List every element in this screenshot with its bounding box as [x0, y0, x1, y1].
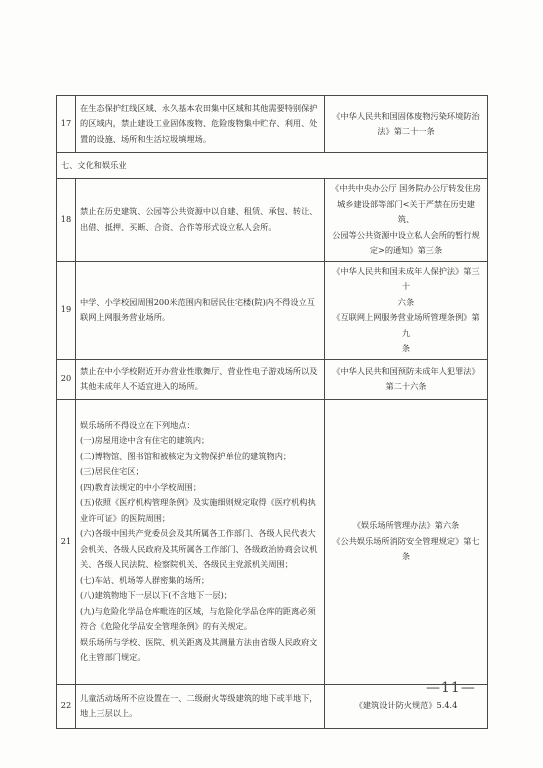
- prohibition-content: [76, 684, 325, 728]
- content-line: (九)与危险化学品仓库毗连的区域，与危险化学品仓库的距离必须: [80, 605, 316, 616]
- basis-line: 《公共娱乐场所消防安全管理规定》第七条: [332, 535, 480, 562]
- basis-line: 《中共中央办公厅 国务院办公厅转发住房: [331, 183, 481, 193]
- basis-line: 《娱乐场所管理办法》第六条: [352, 520, 460, 531]
- prohibition-content: [76, 261, 325, 359]
- content-line: (二)博物馆、图书馆和被核定为文物保护单位的建筑物内；: [80, 450, 292, 461]
- basis-line: 定>的通知》第三条: [369, 245, 443, 255]
- content-line: 符合《危险化学品安全管理条例》的有关规定。: [80, 621, 252, 631]
- basis-line: 《中华人民共和国预防未成年人犯罪法》: [332, 365, 480, 376]
- row-number: 18: [57, 179, 76, 262]
- section-heading: 七、文化和娱乐业: [57, 153, 488, 179]
- content-line: 中学、小学校园周围200米范围内和居民住宅楼(院)内不得设立互: [80, 296, 315, 307]
- content-line: 置的设施、场所和生活垃圾填埋场。: [80, 133, 212, 144]
- content-line: 地上三层以上。: [80, 708, 138, 718]
- content-line: 业许可证》的医院周围；: [80, 512, 171, 523]
- content-line: 在生态保护红线区域、永久基本农田集中区域和其他需要特别保护: [80, 102, 318, 113]
- row-number: 21: [57, 399, 76, 684]
- content-line: (一)房屋用途中含有住宅的建筑内；: [80, 435, 210, 445]
- basis-line: 六条: [397, 296, 415, 307]
- content-line: 的区域内，禁止建设工业固体废物、危险废物集中贮存、利用、处: [80, 118, 318, 129]
- content-line: (四)教育法规定的中小学校周围；: [80, 481, 202, 492]
- page-number: —11—: [426, 680, 476, 696]
- row-number: 22: [57, 684, 76, 728]
- content-line: 娱乐场所不得设立在下列地点：: [80, 419, 195, 430]
- row-number: 20: [57, 359, 76, 399]
- table-row: [57, 96, 488, 153]
- basis-line: 《建筑设计防火规范》5.4.4: [354, 700, 458, 711]
- row-number: 17: [57, 96, 76, 153]
- content-line: 联网上网服务营业场所。: [80, 312, 171, 322]
- basis-line: 城乡建设部等部门<关于严禁在历史建筑、: [337, 198, 475, 224]
- content-line: (八)建筑物地下一层以下(不含地下一层)；: [80, 590, 232, 600]
- content-line: 禁止在历史建筑、公园等公共资源中以自建、租赁、承包、转让、: [80, 206, 318, 217]
- table-row: [57, 684, 488, 728]
- row-number: 19: [57, 261, 76, 359]
- basis-line: 《中华人民共和国未成年人保护法》第三十: [332, 265, 480, 291]
- content-line: 会机关、各级人民政府及其所属各工作部门、各级政治协商会议机: [80, 543, 318, 554]
- content-line: (三)居民住宅区；: [80, 466, 144, 476]
- basis-line: 法》第二十一条: [377, 126, 435, 136]
- content-line: (五)依照《医疗机构管理条例》及实施细则规定取得《医疗机构执: [80, 497, 316, 507]
- basis-line: 《中华人民共和国固体废物污染环境防治: [332, 110, 480, 121]
- prohibition-content: [76, 359, 325, 399]
- legal-basis: [325, 261, 488, 359]
- prohibition-content: [76, 399, 325, 684]
- legal-basis: [325, 359, 488, 399]
- legal-basis: [325, 179, 488, 262]
- prohibition-content: [76, 96, 325, 153]
- basis-line: 公园等公共资源中设立私人会所的暂行规: [332, 229, 480, 240]
- basis-line: 条: [401, 343, 411, 353]
- basis-line: 第二十六条: [385, 381, 427, 391]
- regulation-table: [56, 95, 488, 729]
- content-line: 关、各级人民法院、检察院机关、各级民主党派机关周围；: [80, 559, 293, 569]
- content-line: 其他未成年人不适宜进入的场所。: [80, 381, 203, 391]
- content-line: (六)各级中国共产党委员会及其所属各工作部门、各级人民代表大: [80, 528, 316, 538]
- table-row: [57, 359, 488, 399]
- table-row: [57, 399, 488, 684]
- basis-line: 《互联网上网服务营业场所管理条例》第九: [332, 312, 480, 338]
- legal-basis: [325, 399, 488, 684]
- content-line: 出借、抵押、买断、合资、合作等形式设立私人会所。: [80, 221, 277, 232]
- legal-basis: [325, 96, 488, 153]
- content-line: 娱乐场所与学校、医院、机关距离及其测量方法由省级人民政府文: [80, 636, 318, 647]
- section-row: [57, 153, 488, 179]
- table-row: [57, 179, 488, 262]
- content-line: 化主管部门规定。: [80, 652, 146, 662]
- prohibition-content: [76, 179, 325, 262]
- content-line: (七)车站、机场等人群密集的场所；: [80, 574, 210, 585]
- content-line: 儿童活动场所不应设置在一、二级耐火等级建筑的地下或半地下，: [80, 692, 318, 703]
- content-line: 禁止在中小学校附近开办营业性歌舞厅、营业性电子游戏场所以及: [80, 365, 318, 376]
- table-row: [57, 261, 488, 359]
